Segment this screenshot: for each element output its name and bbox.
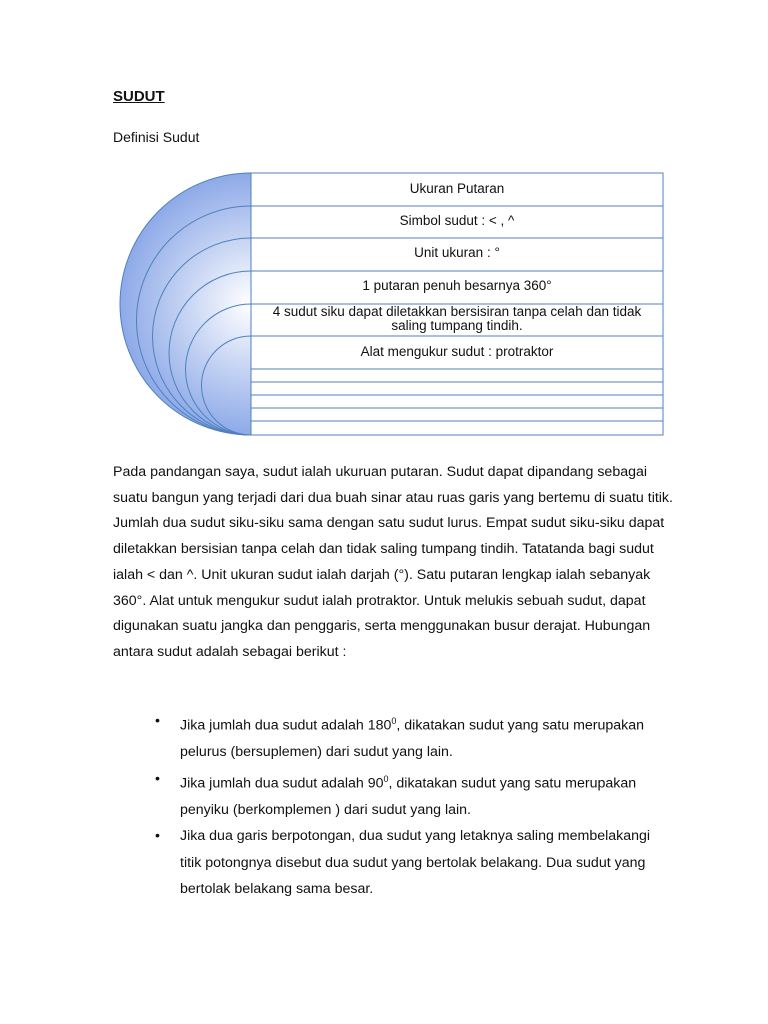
list-item-text: Jika dua garis berpotongan, dua sudut yang letaknya saling membelakangi titik potongnya disebut dua sudut yang bertolak belakang. Dua sudut yang bertolak belakang sama besar. <box>180 828 651 898</box>
bullet-icon: • <box>155 828 160 845</box>
diagram-row-label: Alat mengukur sudut : protraktor <box>360 344 554 359</box>
list-item <box>155 823 675 903</box>
list-item-text-cont: , dikatakan sudut yang satu merupakan pelurus (bersuplemen) dari sudut yang lain. <box>180 717 645 761</box>
relationship-list <box>155 708 675 903</box>
bullet-icon: • <box>155 713 160 729</box>
superscript: 0 <box>383 773 389 784</box>
bullet-icon: • <box>155 770 160 787</box>
list-item-text-cont: , dikatakan sudut yang satu merupakan penyiku (berkomplemen ) dari sudut yang lain. <box>180 775 637 818</box>
list-item <box>155 708 675 766</box>
page-title: SUDUT <box>113 88 165 105</box>
body-paragraph: Pada pandangan saya, sudut ialah ukuruan putaran. Sudut dapat dipandang sebagai suatu bangun yang terjadi dari dua buah sinar atau ruas garis yang bertemu di suatu titik. Jumlah dua sudut siku-siku sama dengan satu sudut lurus. Empat sudut siku-siku dapat diletakkan bersisian tanpa celah dan tidak saling tumpang tindih. Tatatanda bagi sudut ialah < dan ^. Unit ukuran sudut ialah darjah (°). Satu putaran lengkap ialah sebanyak 360°. Alat untuk mengukur sudut ialah protraktor. Untuk melukis sebuah sudut, dapat digunakan suatu jangka dan penggaris, serta menggunakan busur derajat. Hubungan antara sudut adalah sebagai berikut : <box>113 464 673 660</box>
diagram-row-label: 4 sudut siku dapat diletakkan bersisiran tanpa celah dan tidak saling tumpang tindih. <box>272 304 642 333</box>
diagram-row-label: Simbol sudut : < , ^ <box>399 213 515 228</box>
diagram-row-label: 1 putaran penuh besarnya 360° <box>362 278 552 293</box>
diagram-row-label: Unit ukuran : ° <box>414 245 500 260</box>
list-item-text: Jika jumlah dua sudut adalah 90 <box>180 775 384 792</box>
section-subtitle: Definisi Sudut <box>113 129 200 145</box>
nested-arc-diagram <box>0 0 768 460</box>
diagram-row-label: Ukuran Putaran <box>409 181 505 196</box>
list-item <box>155 766 675 824</box>
list-item-text: Jika jumlah dua sudut adalah 180 <box>180 717 392 734</box>
superscript: 0 <box>391 716 397 726</box>
concentric-arcs <box>120 173 251 435</box>
